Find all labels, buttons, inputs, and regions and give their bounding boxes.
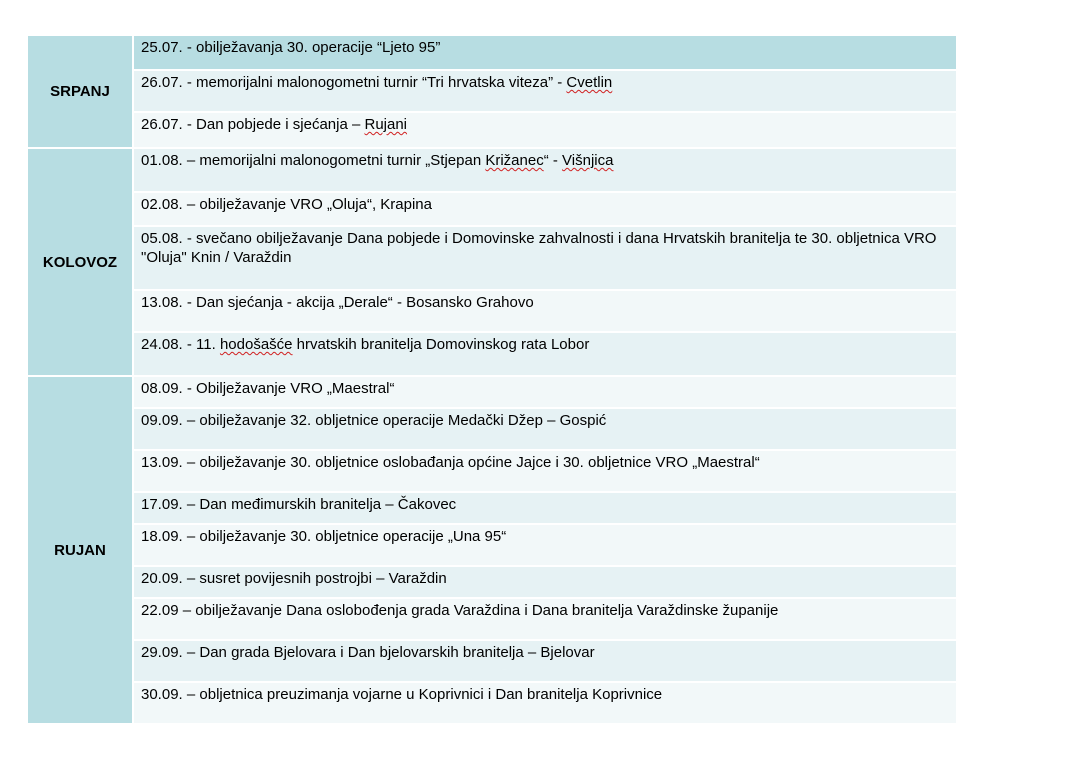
event-item: 08.09. - Obilježavanje VRO „Maestral“ — [133, 376, 956, 408]
table-row — [28, 524, 956, 566]
month-label: KOLOVOZ — [28, 148, 133, 376]
table-row — [28, 640, 956, 682]
event-item: 02.08. – obilježavanje VRO „Oluja“, Krapina — [133, 192, 956, 226]
event-item: 13.08. - Dan sjećanja - akcija „Derale“ - Bosansko Grahovo — [133, 290, 956, 332]
spellcheck-flag: Cvetlin — [566, 74, 613, 91]
event-item: 01.08. – memorijalni malonogometni turnir „Stjepan Križanec“ - Višnjica — [133, 148, 956, 192]
event-item: 05.08. - svečano obilježavanje Dana pobjede i Domovinske zahvalnosti i dana Hrvatskih branitelja te 30. obljetnica VRO "Oluja" Knin / Varaždin — [133, 226, 956, 290]
events-schedule-table — [28, 36, 956, 725]
event-item: 18.09. – obilježavanje 30. obljetnice operacije „Una 95“ — [133, 524, 956, 566]
event-item: 22.09 – obilježavanje Dana oslobođenja grada Varaždina i Dana branitelja Varaždinske županije — [133, 598, 956, 640]
table-row — [28, 226, 956, 290]
table-row — [28, 112, 956, 148]
event-item: 30.09. – obljetnica preuzimanja vojarne u Koprivnici i Dan branitelja Koprivnice — [133, 682, 956, 724]
event-item: 20.09. – susret povijesnih postrojbi – Varaždin — [133, 566, 956, 598]
spellcheck-flag: Križanec — [485, 152, 544, 169]
table-row — [28, 376, 956, 408]
table-row — [28, 148, 956, 192]
event-item: 17.09. – Dan međimurskih branitelja – Čakovec — [133, 492, 956, 524]
event-item: 29.09. – Dan grada Bjelovara i Dan bjelovarskih branitelja – Bjelovar — [133, 640, 956, 682]
table-row — [28, 290, 956, 332]
spellcheck-flag: hodošašće — [219, 336, 293, 353]
table-row — [28, 682, 956, 724]
table-row — [28, 332, 956, 376]
table-row — [28, 598, 956, 640]
event-item: 09.09. – obilježavanje 32. obljetnice operacije Medački Džep – Gospić — [133, 408, 956, 450]
table-row — [28, 566, 956, 598]
month-label: RUJAN — [28, 376, 133, 724]
event-item: 26.07. - memorijalni malonogometni turnir “Tri hrvatska viteza” - Cvetlin — [133, 70, 956, 112]
table-row — [28, 36, 956, 70]
event-item: 26.07. - Dan pobjede i sjećanja – Rujani — [133, 112, 956, 148]
table-row — [28, 450, 956, 492]
spellcheck-flag: Višnjica — [562, 152, 614, 169]
event-item: 25.07. - obilježavanja 30. operacije “Ljeto 95” — [133, 36, 956, 70]
table-row — [28, 70, 956, 112]
month-label: SRPANJ — [28, 36, 133, 148]
table-row — [28, 408, 956, 450]
table-row — [28, 492, 956, 524]
table-row — [28, 192, 956, 226]
event-item: 24.08. - 11. hodošašće hrvatskih branitelja Domovinskog rata Lobor — [133, 332, 956, 376]
event-item: 13.09. – obilježavanje 30. obljetnice oslobađanja općine Jajce i 30. obljetnice VRO „Maestral“ — [133, 450, 956, 492]
spellcheck-flag: Rujani — [364, 116, 408, 133]
